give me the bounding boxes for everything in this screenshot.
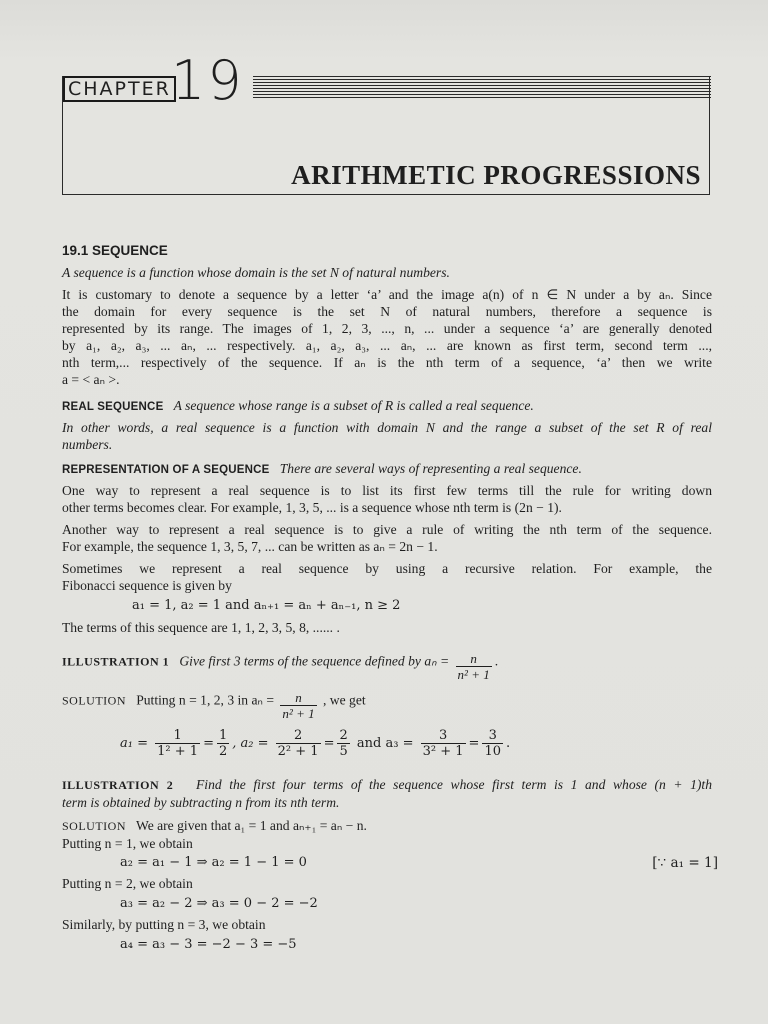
given-statement: We are given that a₁ = 1 and aₙ₊₁ = aₙ − n. — [135, 818, 367, 833]
solution-equation: a₂ = a₁ − 1 ⇒ a₂ = 1 − 1 = 0 — [120, 855, 307, 870]
equals-sign: = — [468, 736, 480, 751]
solution-step: Putting n = 1, we obtain — [62, 836, 193, 851]
real-sequence-definition: A sequence whose range is a subset of R is called a real sequence. — [173, 398, 534, 413]
a3-label: and a₃ = — [356, 736, 414, 751]
paragraph-line: other terms becomes clear. For example, 1, 3, 5, ... is a sequence whose nth term is (2n − 1). — [62, 500, 562, 515]
solution-step: Putting n = 2, we obtain — [62, 876, 193, 891]
paragraph-line: It is customary to denote a sequence by a letter ‘a’ and the image a(n) of n ∈ N under a by aₙ. Since — [62, 287, 712, 302]
a2-label: , a₂ = — [232, 736, 269, 751]
fraction-numerator: 2 — [276, 728, 321, 744]
fraction-numerator: 2 — [339, 728, 348, 743]
sequence-definition: A sequence is a function whose domain is the set N of natural numbers. — [62, 265, 450, 280]
fraction-numerator: 3 — [421, 728, 466, 744]
real-sequence-lead: REAL SEQUENCE — [62, 401, 164, 413]
fraction-denominator: 2² + 1 — [277, 744, 319, 759]
illustration-1-question: ILLUSTRATION 1 Give first 3 terms of the sequence defined by aₙ = $\frac{n}{\text{n² + 1}}$ . — [62, 651, 499, 682]
paragraph-line: by a₁, a₂, a₃, ... aₙ, ... respectively. a₁, a₂, a₃, ... aₙ, ... are known as first term, second term ..., — [62, 338, 712, 353]
real-sequence-line — [62, 398, 712, 415]
chapter-label: CHAPTER — [63, 76, 176, 102]
fraction-numerator: 3 — [482, 728, 503, 744]
fraction-numerator: n — [456, 651, 492, 667]
paragraph-line: Another way to represent a real sequence is to give a rule of writing the nth term of the sequence. — [62, 522, 712, 537]
solution-step: Similarly, by putting n = 3, we obtain — [62, 917, 266, 932]
fraction-numerator: n — [280, 690, 316, 706]
chapter-header-box — [62, 49, 710, 195]
solution-text-end: , we get — [323, 692, 366, 708]
fraction-denominator: 5 — [339, 744, 348, 759]
fraction-denominator: 1² + 1 — [157, 744, 199, 759]
header-rule-lines — [253, 76, 711, 100]
nth-term-fraction — [280, 690, 316, 721]
paragraph-line: For example, the sequence 1, 3, 5, 7, ... can be written as aₙ = 2n − 1. — [62, 539, 438, 554]
equals-sign: = — [323, 736, 335, 751]
fraction-numerator: 1 — [155, 728, 200, 744]
paragraph-line: the domain for every sequence is the set N of natural numbers, therefore a sequence is — [62, 304, 712, 319]
paragraph-line: numbers. — [62, 437, 113, 452]
fraction-denominator: 3² + 1 — [422, 744, 464, 759]
representation-line — [62, 461, 712, 478]
a1-value — [217, 728, 229, 759]
a3-fraction — [421, 728, 466, 759]
paragraph-line: a = < aₙ >. — [62, 372, 120, 387]
a1-label: a₁ = — [120, 736, 148, 751]
solution-equation: a₄ = a₃ − 3 = −2 − 3 = −5 — [120, 937, 297, 952]
fraction-denominator: n² + 1 — [282, 706, 315, 721]
representation-lead: REPRESENTATION OF A SEQUENCE — [62, 464, 270, 476]
illustration-1-solution-line — [62, 686, 712, 720]
paragraph-line: represented by its range. The images of 1, 2, 3, ..., n, ... under a sequence ‘a’ are generally denoted — [62, 321, 712, 336]
fibonacci-terms: The terms of this sequence are 1, 1, 2, 3, 5, 8, ...... . — [62, 620, 340, 635]
because-note: [∵ a₁ = 1] — [652, 855, 718, 871]
nth-term-fraction — [456, 651, 492, 682]
fraction-denominator: n² + 1 — [457, 667, 490, 682]
illustration-2-text: Find the first four terms of the sequence whose first term is 1 and whose (n + 1)th — [196, 777, 713, 792]
fibonacci-recursion: a₁ = 1, a₂ = 1 and aₙ₊₁ = aₙ + aₙ₋₁, n ≥ 2 — [132, 598, 401, 613]
illustration-2-solution — [62, 818, 712, 834]
illustration-2-question — [62, 777, 712, 793]
illustration-1-text: Give first 3 terms of the sequence defined by aₙ = — [179, 653, 450, 669]
illustration-2-label: ILLUSTRATION 2 — [62, 778, 174, 792]
representation-text: There are several ways of representing a real sequence. — [279, 461, 582, 476]
chapter-number: 19 — [171, 49, 244, 112]
illustration-2-text-cont: term is obtained by subtracting n from its nth term. — [62, 795, 340, 810]
fraction-numerator: 1 — [218, 728, 228, 743]
paragraph-line: One way to represent a real sequence is to list its first few terms till the rule for writing down — [62, 483, 712, 498]
paragraph-line: In other words, a real sequence is a function with domain N and the range a subset of the set R of real — [62, 420, 712, 435]
a2-value — [337, 728, 349, 759]
fraction-denominator: 2 — [218, 744, 228, 759]
illustration-1-label: ILLUSTRATION 1 — [62, 654, 170, 669]
chapter-title: ARITHMETIC PROGRESSIONS — [291, 160, 701, 190]
fraction-denominator: 10 — [484, 744, 501, 759]
solution-label: SOLUTION — [62, 819, 126, 833]
paragraph-line: Fibonacci sequence is given by — [62, 578, 232, 593]
a2-fraction — [276, 728, 321, 759]
section-heading: 19.1 SEQUENCE — [62, 243, 168, 258]
solution-text: Putting n = 1, 2, 3 in aₙ = — [136, 692, 275, 708]
solution-equation: a₃ = a₂ − 2 ⇒ a₃ = 0 − 2 = −2 — [120, 896, 318, 911]
illustration-1-result: a₁ = $\frac{1}{\text{1² + 1}}$ = $\frac{1}{2}$ , a₂ = $\frac{2}{\text{2² + 1}}$ = $\frac{2}{5}$ and a₃ = $\frac{3}{\text{3² + 1}}$ = $\frac{3}{10}$ . — [120, 728, 511, 759]
equals-sign: = — [203, 736, 214, 751]
solution-label: SOLUTION — [62, 693, 126, 708]
paragraph-line: nth term,... respectively of the sequence. If aₙ is the nth term of a sequence, ‘a’ then we write — [62, 355, 712, 370]
a1-fraction — [155, 728, 200, 759]
a3-value — [482, 728, 503, 759]
paragraph-line: Sometimes we represent a real sequence by using a recursive relation. For example, the — [62, 561, 712, 576]
